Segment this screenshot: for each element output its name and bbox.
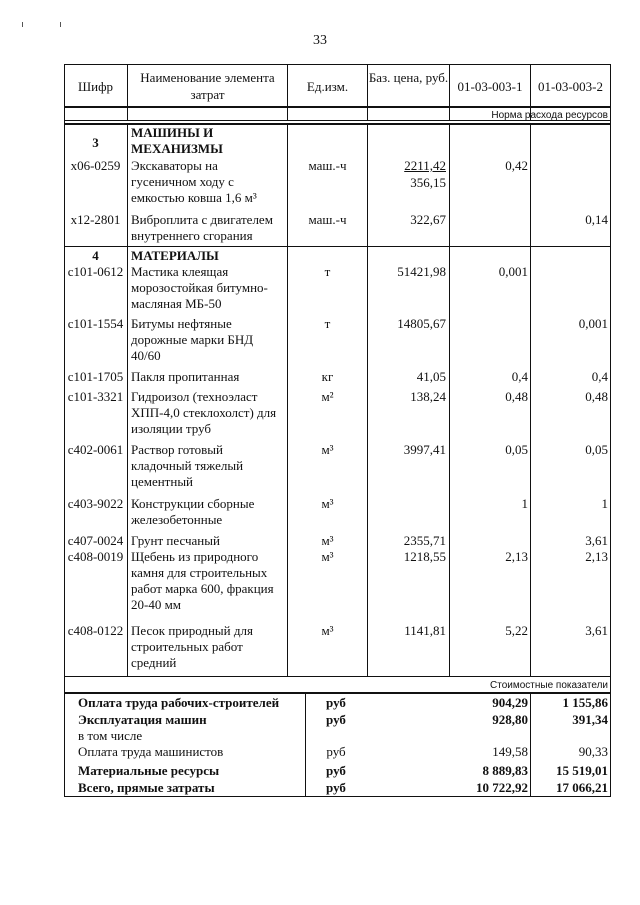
cost-label: Стоимостные показатели: [490, 680, 608, 691]
total-name: Оплата труда рабочих-строителей: [78, 695, 280, 710]
row-name: Щебень из природного камня для строительных работ марка 600, фракция 20-40 мм: [131, 549, 274, 612]
total-value-col1: 904,29: [492, 695, 528, 710]
total-value-col1: 8 889,83: [482, 763, 528, 778]
row-value-col2: 1: [601, 496, 608, 511]
total-name: Материальные ресурсы: [78, 763, 220, 778]
row-unit: м³: [321, 533, 334, 548]
row-name: Гидроизол (техноэласт ХПП-4,0 стеклохолст) для изоляции труб: [131, 389, 277, 436]
section-title: МАШИНЫ И МЕХАНИЗМЫ: [131, 125, 223, 156]
row-value-col1: 2,13: [505, 549, 528, 564]
row-value-col1: 0,48: [505, 389, 528, 404]
total-unit: руб: [326, 744, 346, 759]
row-value-col1: 0,001: [498, 264, 528, 279]
row-unit: м³: [321, 623, 334, 638]
row-value-col2: 0,14: [585, 212, 608, 227]
row-value-col2: 0,48: [585, 389, 608, 404]
row-code: с101-3321: [67, 389, 124, 404]
header-col2: 01-03-003-2: [538, 79, 603, 94]
row-value-col1: 0,4: [511, 369, 528, 384]
row-unit: м³: [321, 549, 334, 564]
total-name: в том числе: [78, 728, 143, 743]
row-unit: м²: [321, 389, 334, 404]
row-code: х12-2801: [70, 212, 121, 227]
row-unit: м³: [321, 442, 334, 457]
header-price: Баз. цена, руб.: [368, 70, 449, 85]
row-name: Виброплита с двигателем внутреннего сгорания: [131, 212, 273, 243]
row-price: 2211,42: [404, 158, 446, 173]
row-name: Мастика клеящая морозостойкая битумно-масляная МБ-50: [131, 264, 268, 311]
total-value-col1: 928,80: [492, 712, 528, 727]
row-price-secondary: 356,15: [410, 175, 446, 190]
row-name: Песок природный для строительных работ средний: [131, 623, 253, 670]
page-number: 33: [313, 33, 327, 48]
table-border-top: [64, 64, 611, 65]
row-name: Конструкции сборные железобетонные: [131, 496, 255, 527]
row-price: 2355,71: [403, 533, 446, 548]
header-unit: Ед.изм.: [306, 79, 349, 94]
total-unit: руб: [326, 712, 346, 727]
row-name: Грунт песчаный: [131, 533, 220, 548]
row-value-col1: 0,42: [505, 158, 528, 173]
row-name: Экскаваторы на гусеничном ходу с емкостью ковша 1,6 м³: [131, 158, 257, 205]
row-code: с408-0019: [67, 549, 124, 564]
row-unit: маш.-ч: [308, 212, 347, 227]
row-code: с402-0061: [67, 442, 124, 457]
total-name: Всего, прямые затраты: [78, 780, 215, 795]
table-border-bottom: [64, 796, 611, 797]
row-divider: [64, 676, 611, 677]
row-value-col2: 3,61: [585, 533, 608, 548]
row-price: 138,24: [410, 389, 446, 404]
row-value-col2: 2,13: [585, 549, 608, 564]
row-price: 1141,81: [404, 623, 446, 638]
row-price: 51421,98: [397, 264, 446, 279]
row-value-col1: 5,22: [505, 623, 528, 638]
row-name: Раствор готовый кладочный тяжелый цементный: [131, 442, 244, 489]
total-name: Эксплуатация машин: [78, 712, 207, 727]
row-price: 322,67: [410, 212, 446, 227]
scan-mark: [60, 22, 61, 27]
section-number: 3: [92, 135, 99, 150]
row-value-col1: 1: [521, 496, 528, 511]
total-value-col2: 90,33: [578, 744, 608, 759]
row-price: 41,05: [416, 369, 446, 384]
row-unit: маш.-ч: [308, 158, 347, 173]
total-value-col1: 10 722,92: [476, 780, 528, 795]
col-divider: [127, 124, 128, 677]
row-unit: м³: [321, 496, 334, 511]
total-value-col2: 391,34: [572, 712, 608, 727]
total-value-col2: 1 155,86: [562, 695, 608, 710]
total-value-col2: 15 519,01: [556, 763, 608, 778]
row-value-col2: 0,4: [591, 369, 608, 384]
header-code: Шифр: [78, 79, 113, 94]
row-code: с101-1554: [67, 316, 124, 331]
row-name: Пакля пропитанная: [131, 369, 240, 384]
norm-label: Норма расхода ресурсов: [491, 110, 608, 121]
scan-mark: [22, 22, 23, 27]
row-code: с407-0024: [67, 533, 124, 548]
row-unit: т: [324, 316, 331, 331]
row-name: Битумы нефтяные дорожные марки БНД 40/60: [131, 316, 254, 363]
row-code: с408-0122: [67, 623, 124, 638]
row-divider: [64, 246, 611, 247]
row-code: с101-1705: [67, 369, 124, 384]
total-value-col2: 17 066,21: [556, 780, 608, 795]
total-unit: руб: [326, 763, 346, 778]
row-code: с403-9022: [67, 496, 124, 511]
section-title: МАТЕРИАЛЫ: [131, 248, 219, 263]
row-value-col1: 0,05: [505, 442, 528, 457]
row-price: 14805,67: [397, 316, 446, 331]
row-value-col2: 0,05: [585, 442, 608, 457]
row-unit: т: [324, 264, 331, 279]
row-unit: кг: [321, 369, 334, 384]
total-unit: руб: [326, 780, 346, 795]
row-code: х06-0259: [70, 158, 121, 173]
row-value-col2: 3,61: [585, 623, 608, 638]
row-code: с101-0612: [67, 264, 124, 279]
row-price: 1218,55: [403, 549, 446, 564]
header-name: Наименование элемента затрат: [140, 70, 275, 102]
total-value-col1: 149,58: [492, 744, 528, 759]
total-name: Оплата труда машинистов: [78, 744, 224, 759]
total-unit: руб: [326, 695, 346, 710]
header-col1: 01-03-003-1: [457, 79, 523, 94]
row-value-col2: 0,001: [578, 316, 608, 331]
resource-table: [64, 64, 611, 797]
table-border-right: [610, 64, 611, 797]
section-number: 4: [92, 248, 99, 263]
row-price: 3997,41: [403, 442, 446, 457]
